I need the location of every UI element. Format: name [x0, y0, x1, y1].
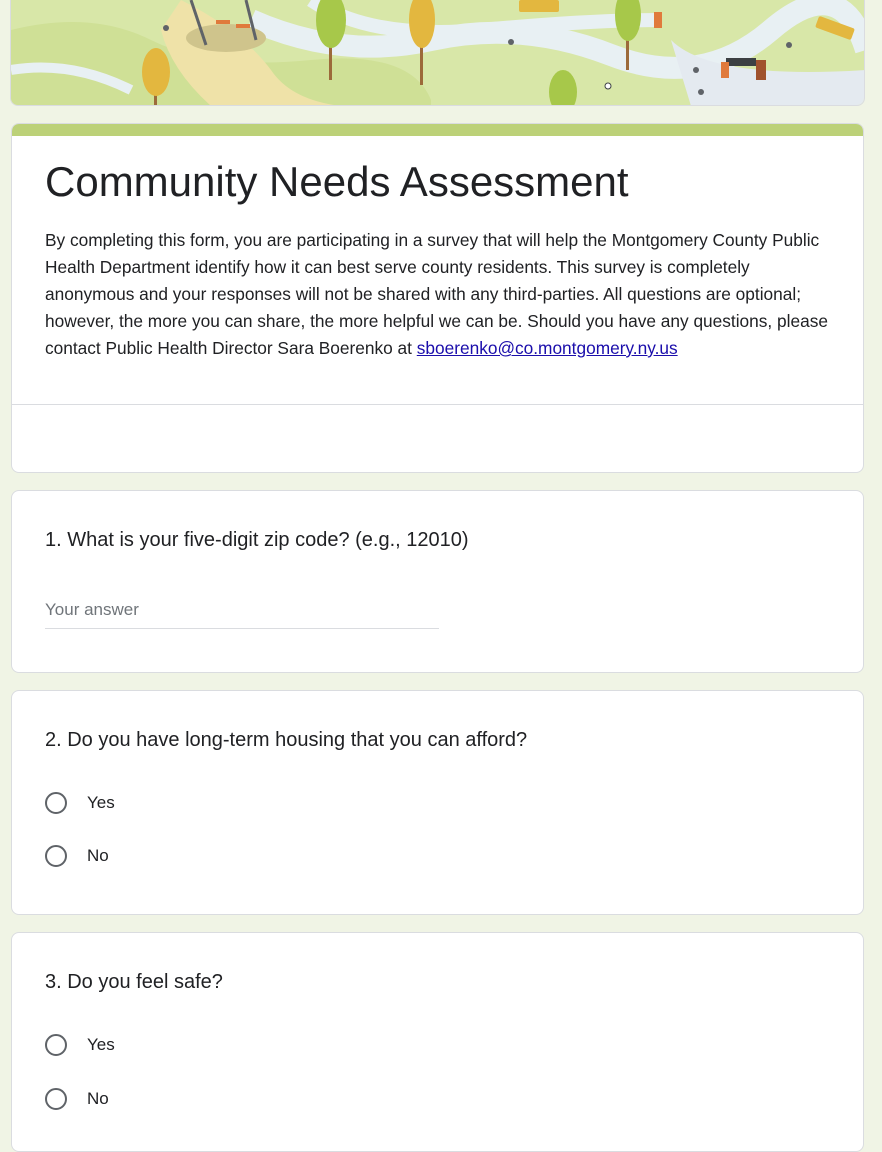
form-description: [45, 227, 835, 362]
option-label: Yes: [87, 793, 115, 812]
question-1-title: 1. What is your five-digit zip code? (e.g., 12010): [45, 529, 469, 551]
radio-button[interactable]: [45, 845, 67, 867]
header-divider: [12, 404, 863, 405]
radio-button[interactable]: [45, 1034, 67, 1056]
housing-option-no[interactable]: [45, 845, 109, 867]
question-card-1: [11, 490, 864, 673]
housing-option-yes[interactable]: [45, 792, 115, 814]
question-2-title: 2. Do you have long-term housing that you can afford?: [45, 729, 528, 751]
radio-button[interactable]: [45, 1088, 67, 1110]
question-3-title: 3. Do you feel safe?: [45, 971, 223, 993]
accent-bar: [12, 124, 863, 136]
form-title: Community Needs Assessment: [45, 158, 629, 205]
option-label: Yes: [87, 1035, 115, 1054]
question-card-2: [11, 690, 864, 915]
header-banner-image: [10, 0, 865, 106]
contact-email-link[interactable]: sboerenko@co.montgomery.ny.us: [416, 338, 678, 358]
question-card-3: [11, 932, 864, 1152]
form-header-card: [11, 123, 864, 473]
option-label: No: [87, 846, 109, 865]
safety-option-no[interactable]: [45, 1088, 109, 1110]
safety-option-yes[interactable]: [45, 1034, 115, 1056]
form-description-text: By completing this form, you are participating in a survey that will help the Montgomery County Public Health Department identify how it can best serve county residents. This survey is completely anonymous and your responses will not be shared with any third-parties. All questions are optional; however, the more you can share, the more helpful we can be. Should you have any questions, please contact Public Health Director Sara Boerenko at: [45, 230, 828, 358]
radio-button[interactable]: [45, 792, 67, 814]
zip-code-input[interactable]: [45, 591, 439, 629]
option-label: No: [87, 1089, 109, 1108]
